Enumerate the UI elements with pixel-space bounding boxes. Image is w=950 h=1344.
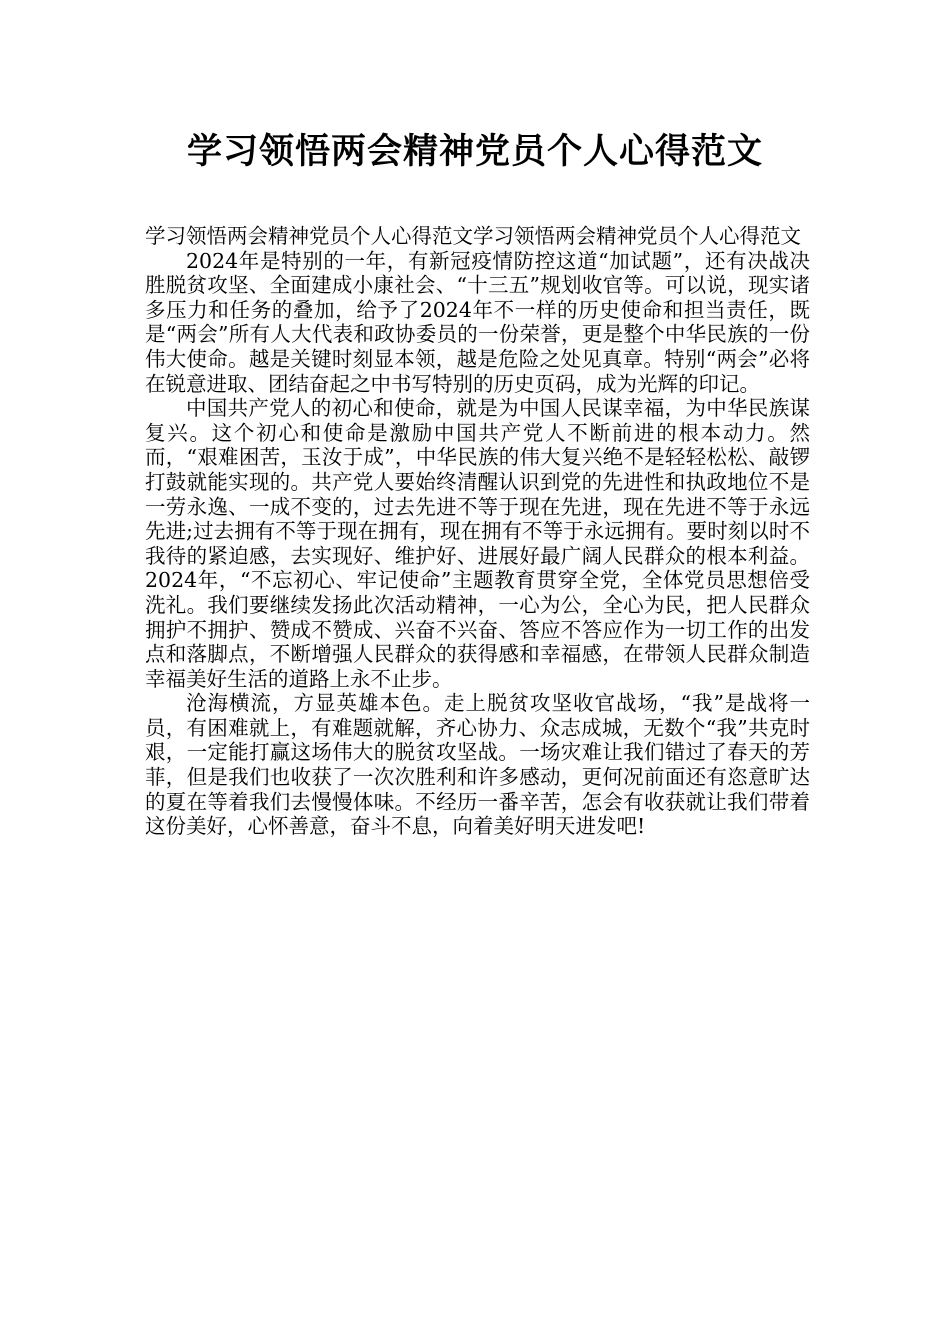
body-paragraph: 沧海横流，方显英雄本色。走上脱贫攻坚收官战场，“我”是战将一员，有困难就上，有难题就解，齐心协力、众志成城，无数个“我”共克时艰，一定能打赢这场伟大的脱贫攻坚战。一场灾难让我们错过了春天的芳菲，但是我们也收获了一次次胜利和许多感动，更何况前面还有恣意旷达的夏在等着我们去慢慢体味。不经历一番辛苦，怎会有收获就让我们带着这份美好，心怀善意，奋斗不息，向着美好明天进发吧! (145, 691, 810, 839)
document-title: 学习领悟两会精神党员个人心得范文 (186, 132, 763, 172)
document-body (145, 224, 810, 839)
body-paragraph: 中国共产党人的初心和使命，就是为中国人民谋幸福，为中华民族谋复兴。这个初心和使命是激励中国共产党人不断前进的根本动力。然而，“艰难困苦，玉汝于成”，中华民族的伟大复兴绝不是轻轻松松、敲锣打鼓就能实现的。共产党人要始终清醒认识到党的先进性和执政地位不是一劳永逸、一成不变的，过去先进不等于现在先进，现在先进不等于永远先进;过去拥有不等于现在拥有，现在拥有不等于永远拥有。要时刻以时不我待的紧迫感，去实现好、维护好、进展好最广阔人民群众的根本利益。2024年，“不忘初心、牢记使命”主题教育贯穿全党，全体党员思想倍受洗礼。我们要继续发扬此次活动精神，一心为公，全心为民，把人民群众拥护不拥护、赞成不赞成、兴奋不兴奋、答应不答应作为一切工作的出发点和落脚点，不断增强人民群众的获得感和幸福感，在带领人民群众制造幸福美好生活的道路上永不止步。 (145, 396, 810, 691)
body-paragraph: 2024年是特别的一年，有新冠疫情防控这道“加试题”，还有决战决胜脱贫攻坚、全面建成小康社会、“十三五”规划收官等。可以说，现实诸多压力和任务的叠加，给予了2024年不一样的历史使命和担当责任，既是“两会”所有人大代表和政协委员的一份荣誉，更是整个中华民族的一份伟大使命。越是关键时刻显本领，越是危险之处见真章。特别“两会”必将在锐意进取、团结奋起之中书写特别的历史页码，成为光辉的印记。 (145, 248, 810, 396)
body-paragraph-heading: 学习领悟两会精神党员个人心得范文学习领悟两会精神党员个人心得范文 (145, 224, 801, 248)
